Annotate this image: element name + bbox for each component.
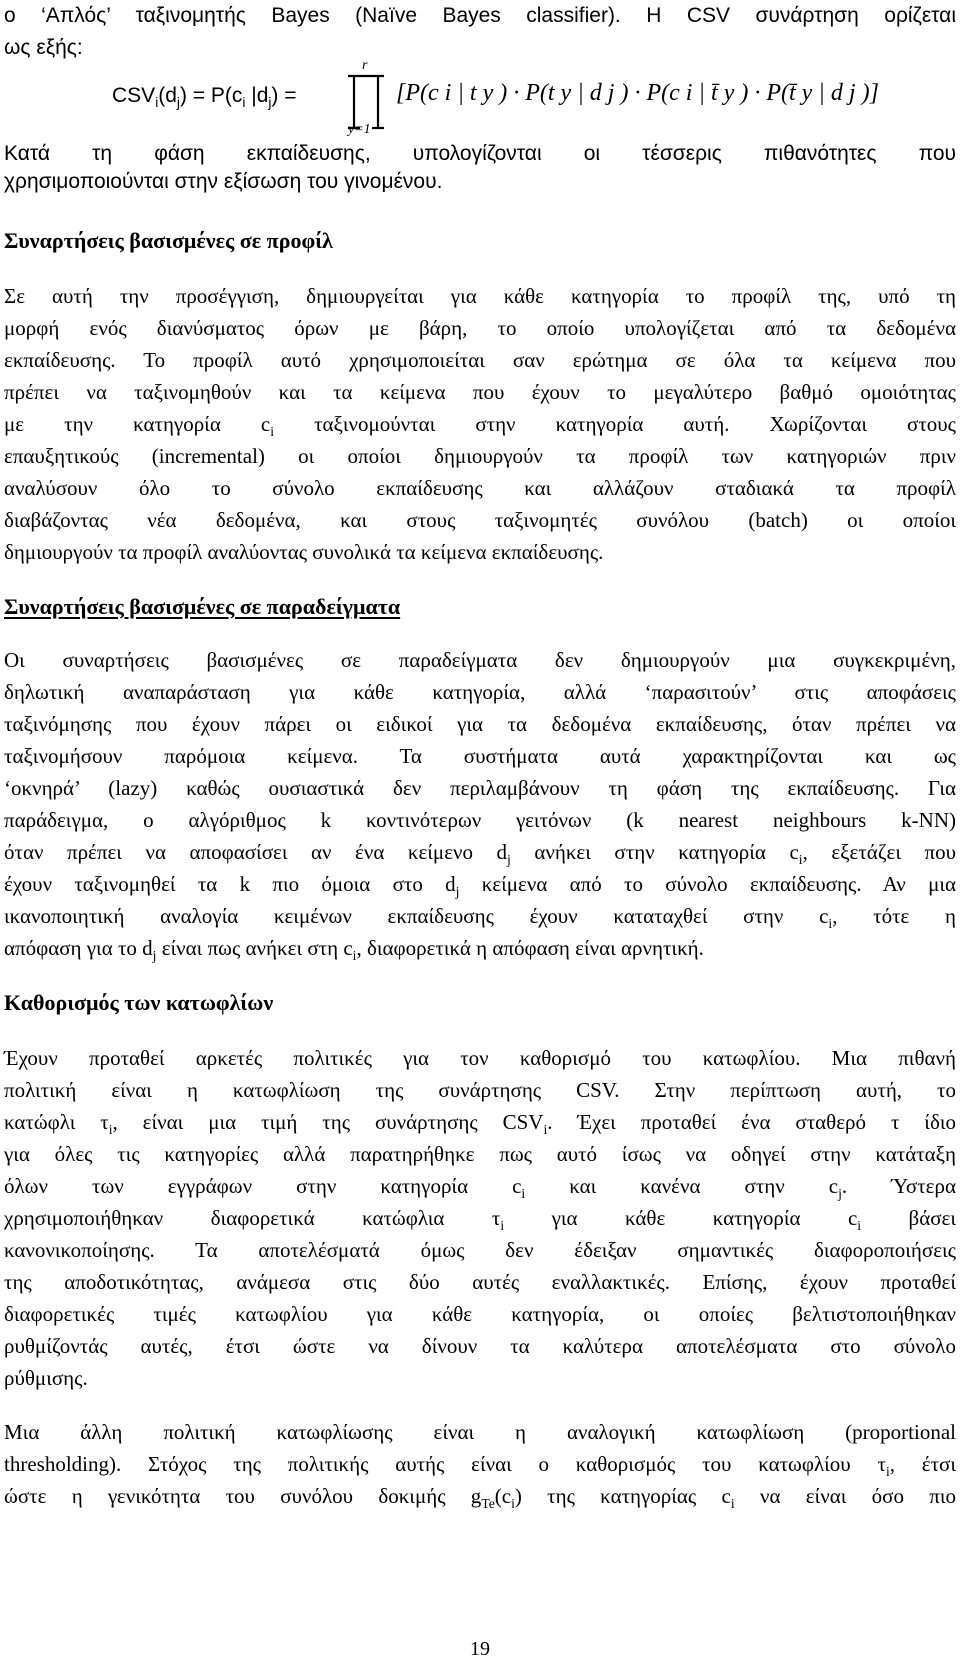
paragraph-line: χρησιμοποιήθηκαν διαφορετικά κατώφλια $\tau_i$ για κάθε κατηγορία $c_i$ βάσει — [4, 1206, 957, 1233]
paragraph-line: Μια άλλη πολιτική κατωφλίωσης είναι η αναλογική κατωφλίωση (proportional — [4, 1420, 956, 1444]
intro-line-1: ο ‘Απλός’ ταξινομητής Bayes (Naïve Bayes classifier). Η CSV συνάρτηση ορίζεται — [4, 4, 956, 27]
paragraph-line: ικανοποιητική αναλογία κειμένων εκπαίδευσης έχουν καταταχθεί στην $c_i$, τότε η — [4, 904, 956, 931]
paragraph-line: επαυξητικούς (incremental) οι οποίοι δημιουργούν τα προφίλ των κατηγοριών πριν — [4, 444, 956, 468]
train-line-1: Κατά τη φάση εκπαίδευσης, υπολογίζονται οι τέσσερις πιθανότητες που — [4, 142, 956, 165]
paragraph-line: δηλωτική αναπαράσταση για κάθε κατηγορία, αλλά ‘παρασιτούν’ στις αποφάσεις — [4, 680, 956, 704]
paragraph-line: μορφή ενός διανύσματος όρων με βάρη, το οποίο υπολογίζεται από τα δεδομένα — [4, 316, 956, 340]
page-number: 19 — [470, 1638, 490, 1660]
paragraph-line: με την κατηγορία $c_i$ ταξινομούνται στην κατηγορία αυτή. Χωρίζονται στους — [4, 412, 956, 439]
paragraph-line: όταν πρέπει να αποφασίσει αν ένα κείμενο $d_j$ ανήκει στην κατηγορία $c_i$, εξετάζει που — [4, 840, 957, 867]
paragraph-line: ρυθμίζοντάς αυτές, έτσι ώστε να δίνουν τα καλύτερα αποτελέσματα στο σύνολο — [4, 1334, 956, 1358]
paragraph-line: Οι συναρτήσεις βασισμένες σε παραδείγματα δεν δημιουργούν μια συγκεκριμένη, — [4, 648, 956, 672]
paragraph-line: αναλύσουν όλο το σύνολο εκπαίδευσης και αλλάζουν σταδιακά τα προφίλ — [4, 476, 956, 500]
paragraph-line: πολιτική είναι η κατωφλίωση της συνάρτησης CSV. Στην περίπτωση αυτή, το — [4, 1078, 956, 1102]
section-heading-thresholds: Καθορισμός των κατωφλίων — [4, 990, 274, 1015]
train-line-2: χρησιμοποιούνται στην εξίσωση του γινομένου. — [4, 170, 443, 193]
intro-line-2: ως εξής: — [4, 36, 83, 59]
paragraph-line: κατώφλι $\tau_i$, είναι μια τιμή της συνάρτησης $CSV_i$. Έχει προταθεί ένα σταθερό τ ίδιο — [4, 1110, 957, 1137]
paragraph-line: όλων των εγγράφων στην κατηγορία $c_i$ και κανένα στην $c_j$. Ύστερα — [4, 1174, 956, 1201]
paragraph-line: για όλες τις κατηγορίες αλλά παρατηρήθηκε πως αυτό ίσως να οδηγεί στην κατάταξη — [4, 1142, 956, 1166]
paragraph-line: έχουν ταξινομηθεί τα k πιο όμοια στο $d_j$ κείμενα από το σύνολο εκπαίδευσης. Αν μια — [4, 872, 956, 899]
product-lower-limit: y=1 — [348, 122, 371, 137]
paragraph-line: εκπαίδευσης. Το προφίλ αυτό χρησιμοποιείται σαν ερώτημα σε όλα τα κείμενα που — [4, 348, 956, 372]
paragraph-line: ‘οκνηρά’ (lazy) καθώς ουσιαστικά δεν περιλαμβάνουν τη φάση της εκπαίδευσης. Για — [4, 776, 956, 800]
paragraph-line: Έχουν προταθεί αρκετές πολιτικές για τον καθορισμό του κατωφλίου. Μια πιθανή — [4, 1046, 956, 1070]
paragraph-line: thresholding). Στόχος της πολιτικής αυτής είναι ο καθορισμός του κατωφλίου $\tau_i$, έτσι — [4, 1452, 956, 1479]
paragraph-line: παράδειγμα, ο αλγόριθμος k κοντινότερων γειτόνων (k nearest neighbours k-NN) — [4, 808, 956, 832]
paragraph-line: κανονικοποίησης. Τα αποτελέσματά όμως δεν έδειξαν σημαντικές διαφοροποιήσεις — [4, 1238, 956, 1262]
paragraph-line: δημιουργούν τα προφίλ αναλύοντας συνολικά τα κείμενα εκπαίδευσης. — [4, 540, 604, 564]
paragraph-line: ταξινομήσουν παρόμοια κείμενα. Τα συστήματα αυτά χαρακτηρίζονται και ως — [4, 744, 956, 768]
paragraph-line: απόφαση για το $d_j$ είναι πως ανήκει στη $c_i$, διαφορετικά η απόφαση είναι αρνητική. — [4, 936, 704, 963]
paragraph-line: διαφορετικές τιμές κατωφλίου για κάθε κατηγορία, οι οποίες βελτιστοποιήθηκαν — [4, 1302, 956, 1326]
paragraph-line: πρέπει να ταξινομηθούν και τα κείμενα που έχουν το μεγαλύτερο βαθμό ομοιότητας — [4, 380, 956, 404]
paragraph-line: διαβάζοντας νέα δεδομένα, και στους ταξινομητές συνόλου (batch) οι οποίοι — [4, 508, 956, 532]
paragraph-line: Σε αυτή την προσέγγιση, δημιουργείται για κάθε κατηγορία το προφίλ της, υπό τη — [4, 284, 956, 308]
paragraph-line: ταξινόμησης που έχουν πάρει οι ειδικοί για τα δεδομένα εκπαίδευσης, όταν πρέπει να — [4, 712, 956, 736]
paragraph-line: της αποδοτικότητας, ανάμεσα στις δύο αυτές εναλλακτικές. Επίσης, έχουν προταθεί — [4, 1270, 956, 1294]
section-heading-profile: Συναρτήσεις βασισμένες σε προφίλ — [4, 228, 333, 253]
csv-formula — [112, 58, 879, 144]
paragraph-line: ρύθμισης. — [4, 1366, 88, 1390]
paragraph-line: ώστε η γενικότητα του συνόλου δοκιμής $g_{Te}(c_i)$ της κατηγορίας $c_i$ να είναι όσο πιο — [4, 1484, 957, 1511]
section-heading-examples: Συναρτήσεις βασισμένες σε παραδείγματα — [4, 594, 401, 619]
formula-rhs: [P(c i | t y ) · P(t y | d j ) · P(c i | t̄ y ) · P(t̄ y | d j )] — [396, 80, 879, 106]
formula-lhs: $CSV_i(d_j) = P(c_i$ $|d_j$) = — [112, 84, 297, 110]
product-upper-limit: r — [362, 58, 368, 73]
